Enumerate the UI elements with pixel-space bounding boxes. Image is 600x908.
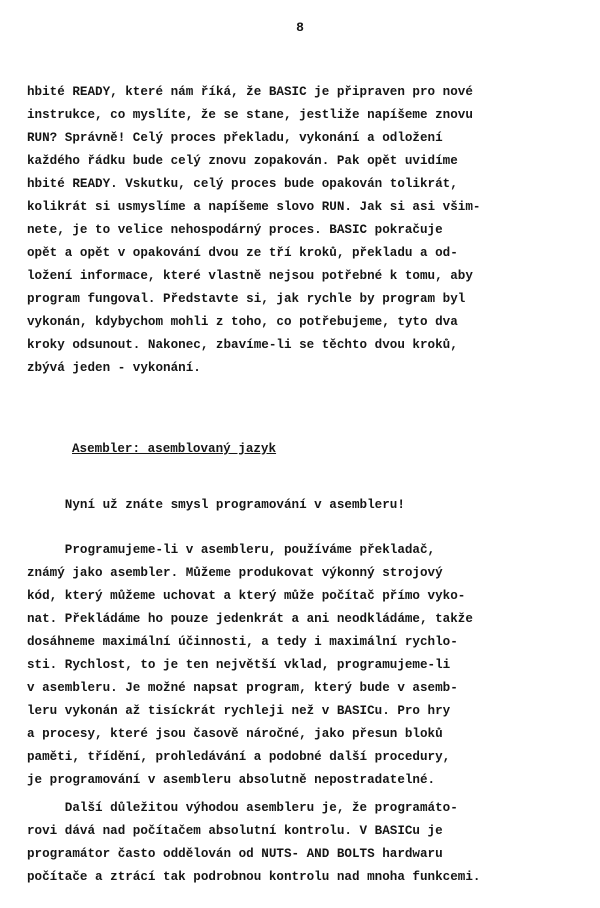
text-line: kolikrát si usmyslíme a napíšeme slovo RUN. Jak si asi všim- bbox=[27, 200, 481, 214]
text-line: vykonán, kdybychom mohli z toho, co potřebujeme, tyto dva bbox=[27, 315, 458, 329]
text-line: paměti, třídění, prohledávání a podobné další procedury, bbox=[27, 750, 451, 764]
text-line: každého řádku bude celý znovu zopakován. Pak opět uvidíme bbox=[27, 154, 458, 168]
paragraph-assembler-speed bbox=[27, 539, 587, 792]
text-line: instrukce, co myslíte, že se stane, jestliže napíšeme znovu bbox=[27, 108, 473, 122]
text-line: a procesy, které jsou časově náročné, jako přesun bloků bbox=[27, 727, 443, 741]
text-line: Další důležitou výhodou asembleru je, že programáto- bbox=[27, 801, 458, 815]
text-line: kroky odsunout. Nakonec, zbavíme-li se těchto dvou kroků, bbox=[27, 338, 458, 352]
text-line: hbité READY, které nám říká, že BASIC je připraven pro nové bbox=[27, 85, 473, 99]
text-line: počítače a ztrácí tak podrobnou kontrolu nad mnoha funkcemi. bbox=[27, 870, 481, 884]
text-line: RUN? Správně! Celý proces překladu, vykonání a odložení bbox=[27, 131, 443, 145]
text-line: kód, který můžeme uchovat a který může počítač přímo vyko- bbox=[27, 589, 466, 603]
paragraph-assembler-control bbox=[27, 797, 587, 889]
text-line: známý jako asembler. Můžeme produkovat výkonný strojový bbox=[27, 566, 443, 580]
text-line: nete, je to velice nehospodárný proces. BASIC pokračuje bbox=[27, 223, 443, 237]
text-line: program fungoval. Představte si, jak rychle by program byl bbox=[27, 292, 466, 306]
text-line: hbité READY. Vskutku, celý proces bude opakován tolikrát, bbox=[27, 177, 458, 191]
section-heading: Asembler: asemblovaný jazyk bbox=[72, 442, 277, 456]
text-line: programátor často oddělován od NUTS- AND BOLTS hardwaru bbox=[27, 847, 443, 861]
text-line: je programování v asembleru absolutně nepostradatelné. bbox=[27, 773, 436, 787]
text-line: rovi dává nad počítačem absolutní kontrolu. V BASICu je bbox=[27, 824, 443, 838]
text-line: sti. Rychlost, to je ten největší vklad, programujeme-li bbox=[27, 658, 451, 672]
text-line: Programujeme-li v asembleru, používáme překladač, bbox=[27, 543, 436, 557]
text-line: opět a opět v opakování dvou ze tří kroků, překladu a od- bbox=[27, 246, 458, 260]
paragraph-intro bbox=[27, 81, 587, 380]
text-line: dosáhneme maximální účinnosti, a tedy i maximální rychlo- bbox=[27, 635, 458, 649]
text-line: leru vykonán až tisíckrát rychleji než v BASICu. Pro hry bbox=[27, 704, 451, 718]
text-line: nat. Překládáme ho pouze jedenkrát a ani neodkládáme, takže bbox=[27, 612, 473, 626]
paragraph-lead bbox=[27, 494, 587, 517]
text-line: zbývá jeden - vykonání. bbox=[27, 361, 201, 375]
text-line: ložení informace, které vlastně nejsou potřebné k tomu, aby bbox=[27, 269, 473, 283]
text-line: Nyní už znáte smysl programování v asembleru! bbox=[27, 498, 405, 512]
page-number: 8 bbox=[296, 20, 304, 35]
text-line: v asembleru. Je možné napsat program, který bude v asemb- bbox=[27, 681, 458, 695]
